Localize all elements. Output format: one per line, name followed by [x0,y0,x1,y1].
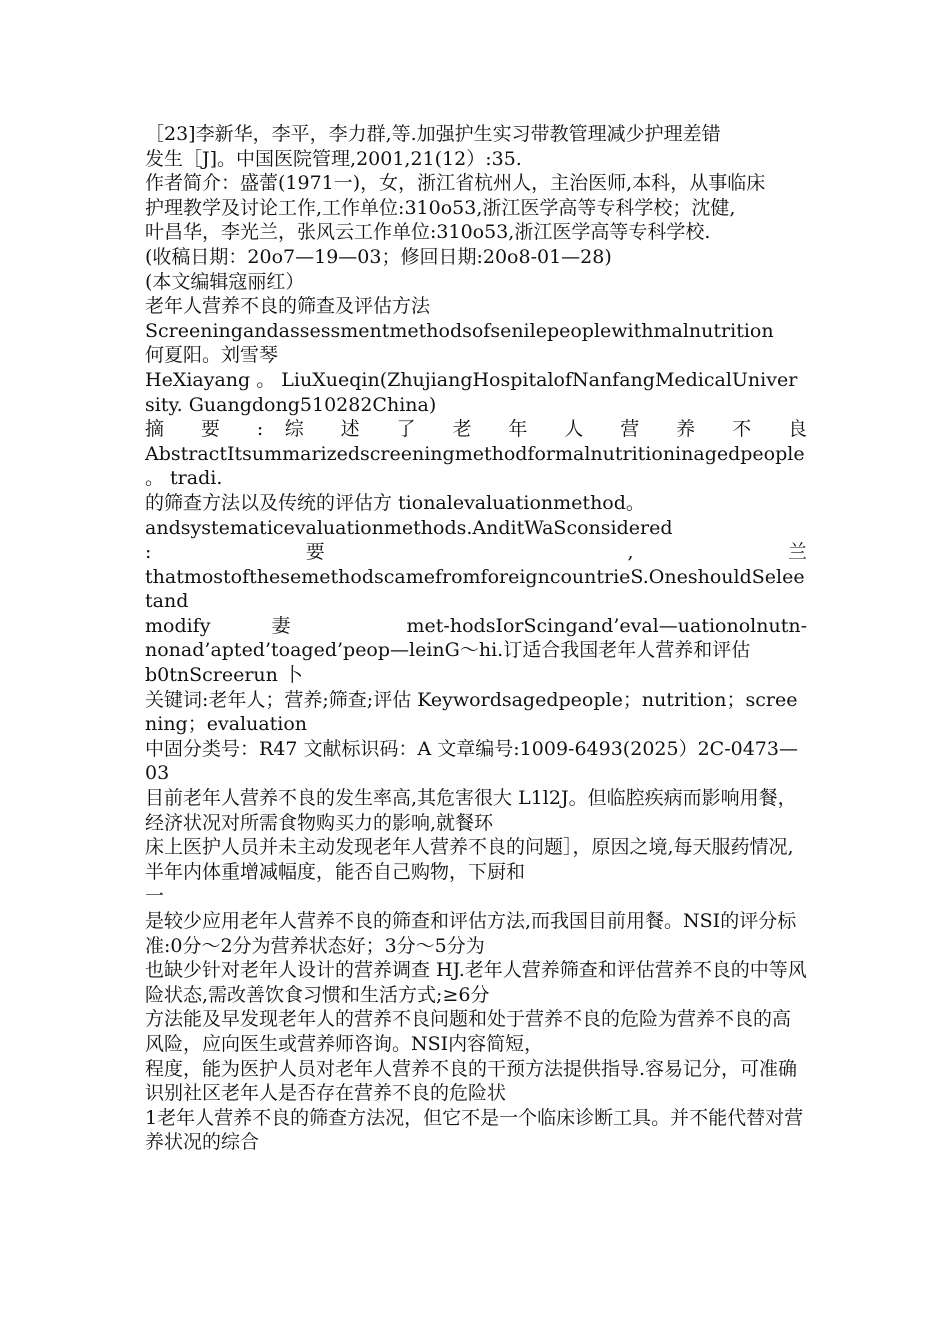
abstract-en-line-1: AbstractItsummarizedscreeningmethodformalnutritioninagedpeople 。 tradi. [145,442,805,490]
abstract-fragment-line: : 要 , 兰 [145,541,807,564]
abstract-mixed-line-2: 的筛查方法以及传统的评估方 tionalevaluationmethod。 [145,491,645,514]
article-title-cn: 老年人营养不良的筛查及评估方法 [145,295,431,318]
body-paragraph-line-6: 程度，能为医护人员对老年人营养不良的干预方法提供指导.容易记分，可准确识别社区老年人是否存在营养不良的危险状 [145,1057,798,1105]
author-bio-line-1: 作者简介：盛蕾(1971一)，女，浙江省杭州人，主治医师,本科，从事临床 [145,172,766,195]
body-dash-line: 一 [145,885,165,908]
abstract-en-line-7: b0tnScreerun 卜 [145,664,303,687]
article-title-en: Screeningandassessmentmethodsofsenilepeoplewithmalnutrition [145,319,774,342]
abstract-en-line-3: andsystematicevaluationmethods.AnditWaSconsidered [145,516,673,539]
authors-en: HeXiayang 。 LiuXueqin(ZhujiangHospitalofNanfangMedicalUniversity. Guangdong510282China) [145,368,798,416]
received-date: (收稿日期：20o7—19—03；修回日期:20o8-01—28) [145,245,612,268]
body-paragraph-line-5: 方法能及早发现老年人的营养不良问题和处于营养不良的危险为营养不良的高风险，应向医生或营养师咨询。NSI内容简短， [145,1008,792,1055]
body-paragraph-line-1: 目前老年人营养不良的发生率高,其危害很大 L1l2J。但临腔疾病而影响用餐，经济状况对所需食物购买力的影响,就餐环 [145,787,797,834]
author-bio-line-2: 护理教学及讨论工作,工作单位:310o53,浙江医学高等专科学校；沈健, [145,196,736,219]
abstract-cn-line-1: 摘 要 : 综 述 了 老 年 人 营 养 不 良 [145,418,807,441]
body-paragraph-line-2: 床上医护人员并未主动发现老年人营养不良的问题］，原因之境,每天服药情况,半年内体重增减幅度，能否自己购物，下厨和 [145,836,794,883]
body-paragraph-line-3: 是较少应用老年人营养不良的筛查和评估方法,而我国目前用餐。NSI的评分标准:0分～2分为营养状态好；3分～5分为 [145,910,797,957]
body-paragraph-line-4: 也缺少针对老年人设计的营养调查 HJ.老年人营养筛查和评估营养不良的中等风险状态,需改善饮食习惯和生活方式;≥6分 [145,959,807,1006]
document-page [145,122,807,1155]
reference-23-line-2: 发生［J]。中国医院管理,2001,21(12）:35. [145,147,522,170]
abstract-mixed-line-6: nonad’apted’toaged’peop—leinG～hi.订适合我国老年人营养和评估 [145,639,751,662]
authors-cn: 何夏阳。刘雪琴 [145,344,279,367]
abstract-en-line-5: modify 妻 met-hodsIorScingand’eval—uationolnutn- [145,614,807,637]
editor-note: (本文编辑寇丽红） [145,270,305,293]
keywords: 关键词:老年人；营养;筛查;评估 Keywordsagedpeople；nutrition；screening；evaluation [145,688,798,736]
body-paragraph-line-7: 1老年人营养不良的筛查方法况，但它不是一个临床诊断工具。并不能代替对营养状况的综合 [145,1106,804,1154]
classification-info: 中固分类号：R47 文献标识码：A 文章编号:1009-6493(2025）2C-0473—03 [145,737,798,785]
reference-23-line-1: ［23]李新华，李平，李力群,等.加强护生实习带教管理减少护理差错 [145,123,721,145]
abstract-en-line-4: thatmostofthesemethodscamefromforeigncountrieS.OneshouldSeleetand [145,565,805,613]
author-bio-line-3: 叶昌华，李光兰，张风云工作单位:310o53,浙江医学高等专科学校. [145,221,711,244]
